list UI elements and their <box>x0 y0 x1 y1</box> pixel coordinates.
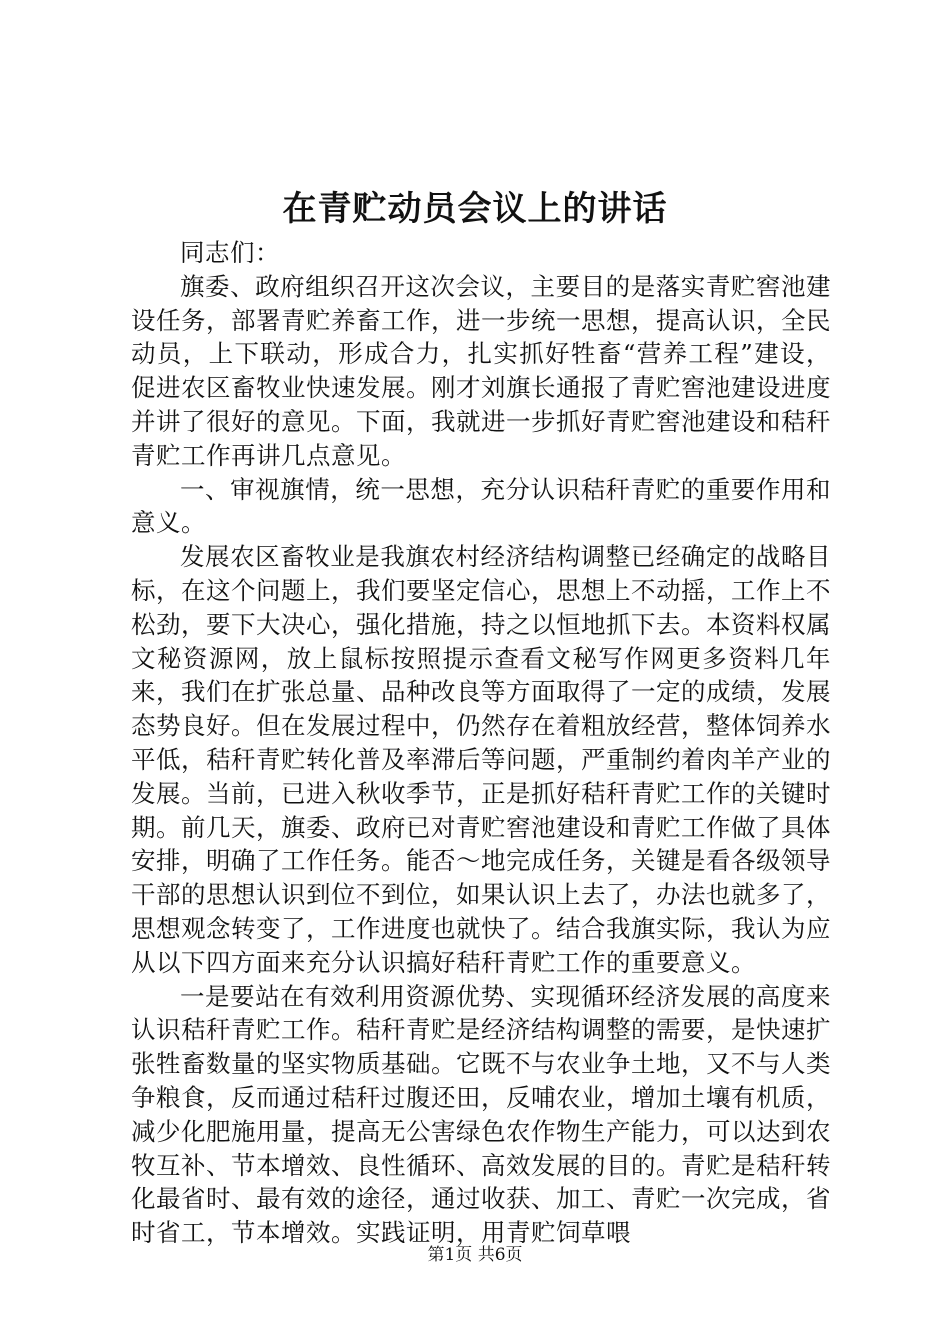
body-paragraph: 旗委、政府组织召开这次会议，主要目的是落实青贮窖池建设任务，部署青贮养畜工作，进一步统一思想，提高认识，全民动员，上下联动，形成合力，扎实抓好牲畜“营养工程”建设，促进农区畜牧业快速发展。刚才刘旗长通报了青贮窖池建设进度并讲了很好的意见。下面，我就进一步抓好青贮窖池建设和秸秆青贮工作再讲几点意见。 <box>131 271 831 470</box>
section-heading: 一、审视旗情，统一思想，充分认识秸秆青贮的重要作用和意义。 <box>131 474 831 538</box>
document-body <box>131 236 831 1250</box>
salutation-paragraph: 同志们： <box>180 238 280 267</box>
body-paragraph: 发展农区畜牧业是我旗农村经济结构调整已经确定的战略目标，在这个问题上，我们要坚定信心，思想上不动摇，工作上不松劲，要下大决心，强化措施，持之以恒地抓下去。本资料权属文秘资源网，放上鼠标按照提示查看文秘写作网更多资料几年来，我们在扩张总量、品种改良等方面取得了一定的成绩，发展态势良好。但在发展过程中，仍然存在着粗放经营，整体饲养水平低，秸秆青贮转化普及率滞后等问题，严重制约着肉羊产业的发展。当前，已进入秋收季节，正是抓好秸秆青贮工作的关键时期。前几天，旗委、政府已对青贮窖池建设和青贮工作做了具体安排，明确了工作任务。能否～地完成任务，关键是看各级领导干部的思想认识到位不到位，如果认识上去了，办法也就多了，思想观念转变了，工作进度也就快了。结合我旗实际，我认为应从以下四方面来充分认识搞好秸秆青贮工作的重要意义。 <box>131 542 831 977</box>
document-title: 在青贮动员会议上的讲话 <box>282 189 668 229</box>
body-paragraph: 一是要站在有效利用资源优势、实现循环经济发展的高度来认识秸秆青贮工作。秸秆青贮是经济结构调整的需要，是快速扩张牲畜数量的坚实物质基础。它既不与农业争土地，又不与人类争粮食，反而通过秸秆过腹还田，反哺农业，增加土壤有机质，减少化肥施用量，提高无公害绿色农作物生产能力，可以达到农牧互补、节本增效、良性循环、高效发展的目的。青贮是秸秆转化最省时、最有效的途径，通过收获、加工、青贮一次完成，省时省工，节本增效。实践证明，用青贮饲草喂 <box>131 981 831 1248</box>
page-footer: 第1页 共6页 <box>427 1245 523 1265</box>
